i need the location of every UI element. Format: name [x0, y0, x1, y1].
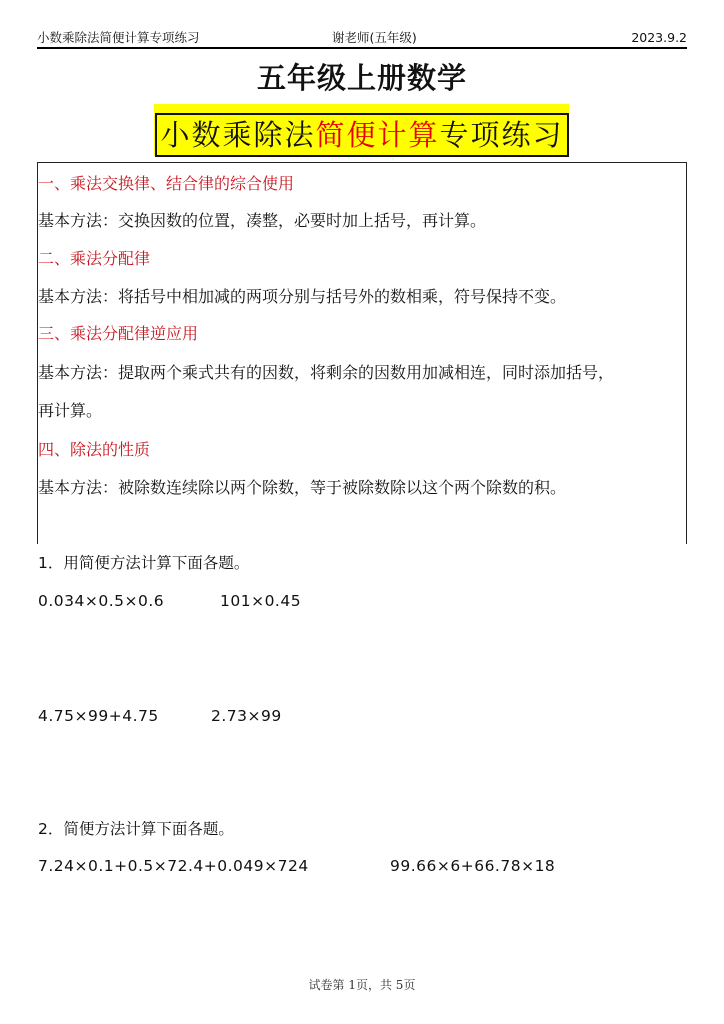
method-heading-2: 二、乘法分配律 — [38, 249, 151, 268]
subtitle-banner — [155, 113, 569, 157]
header-title: 小数乘除法简便计算专项练习 — [37, 30, 200, 45]
question-1-expr-2: 101×0.45 — [220, 592, 302, 610]
method-heading-1: 一、乘法交换律、结合律的综合使用 — [38, 174, 295, 193]
method-heading-3: 三、乘法分配律逆应用 — [38, 324, 199, 343]
banner-text-part1: 小数乘除法 — [160, 118, 316, 152]
page-title: 五年级上册数学 — [256, 61, 467, 95]
question-2-prompt: 2．简便方法计算下面各题。 — [38, 820, 234, 838]
question-1-prompt: 1．用简便方法计算下面各题。 — [38, 554, 250, 572]
method-body-1: 基本方法：交换因数的位置，凑整，必要时加上括号，再计算。 — [38, 211, 487, 230]
question-2-expr-1: 7.24×0.1+0.5×72.4+0.049×724 — [38, 857, 309, 875]
method-body-4: 基本方法：被除数连续除以两个除数，等于被除数除以这个两个除数的积。 — [38, 478, 567, 497]
header-teacher: 谢老师(五年级) — [332, 30, 417, 45]
banner-text-highlight: 简便计算 — [315, 118, 440, 152]
question-2-expr-2: 99.66×6+66.78×18 — [390, 857, 556, 875]
banner-text-part3: 专项练习 — [439, 118, 564, 152]
question-1-expr-4: 2.73×99 — [211, 707, 282, 725]
page-footer: 试卷第 1页，共 5页 — [308, 978, 416, 992]
method-body-3-line2: 再计算。 — [38, 401, 103, 420]
question-1-expr-1: 0.034×0.5×0.6 — [38, 592, 165, 610]
question-1-expr-3: 4.75×99+4.75 — [38, 707, 159, 725]
page-header — [37, 29, 687, 49]
method-body-2: 基本方法：将括号中相加减的两项分别与括号外的数相乘，符号保持不变。 — [38, 287, 567, 306]
method-body-3-line1: 基本方法：提取两个乘式共有的因数，将剩余的因数用加减相连，同时添加括号， — [38, 363, 615, 382]
methods-box — [37, 162, 687, 544]
header-date: 2023.9.2 — [631, 30, 687, 45]
method-heading-4: 四、除法的性质 — [38, 440, 151, 459]
